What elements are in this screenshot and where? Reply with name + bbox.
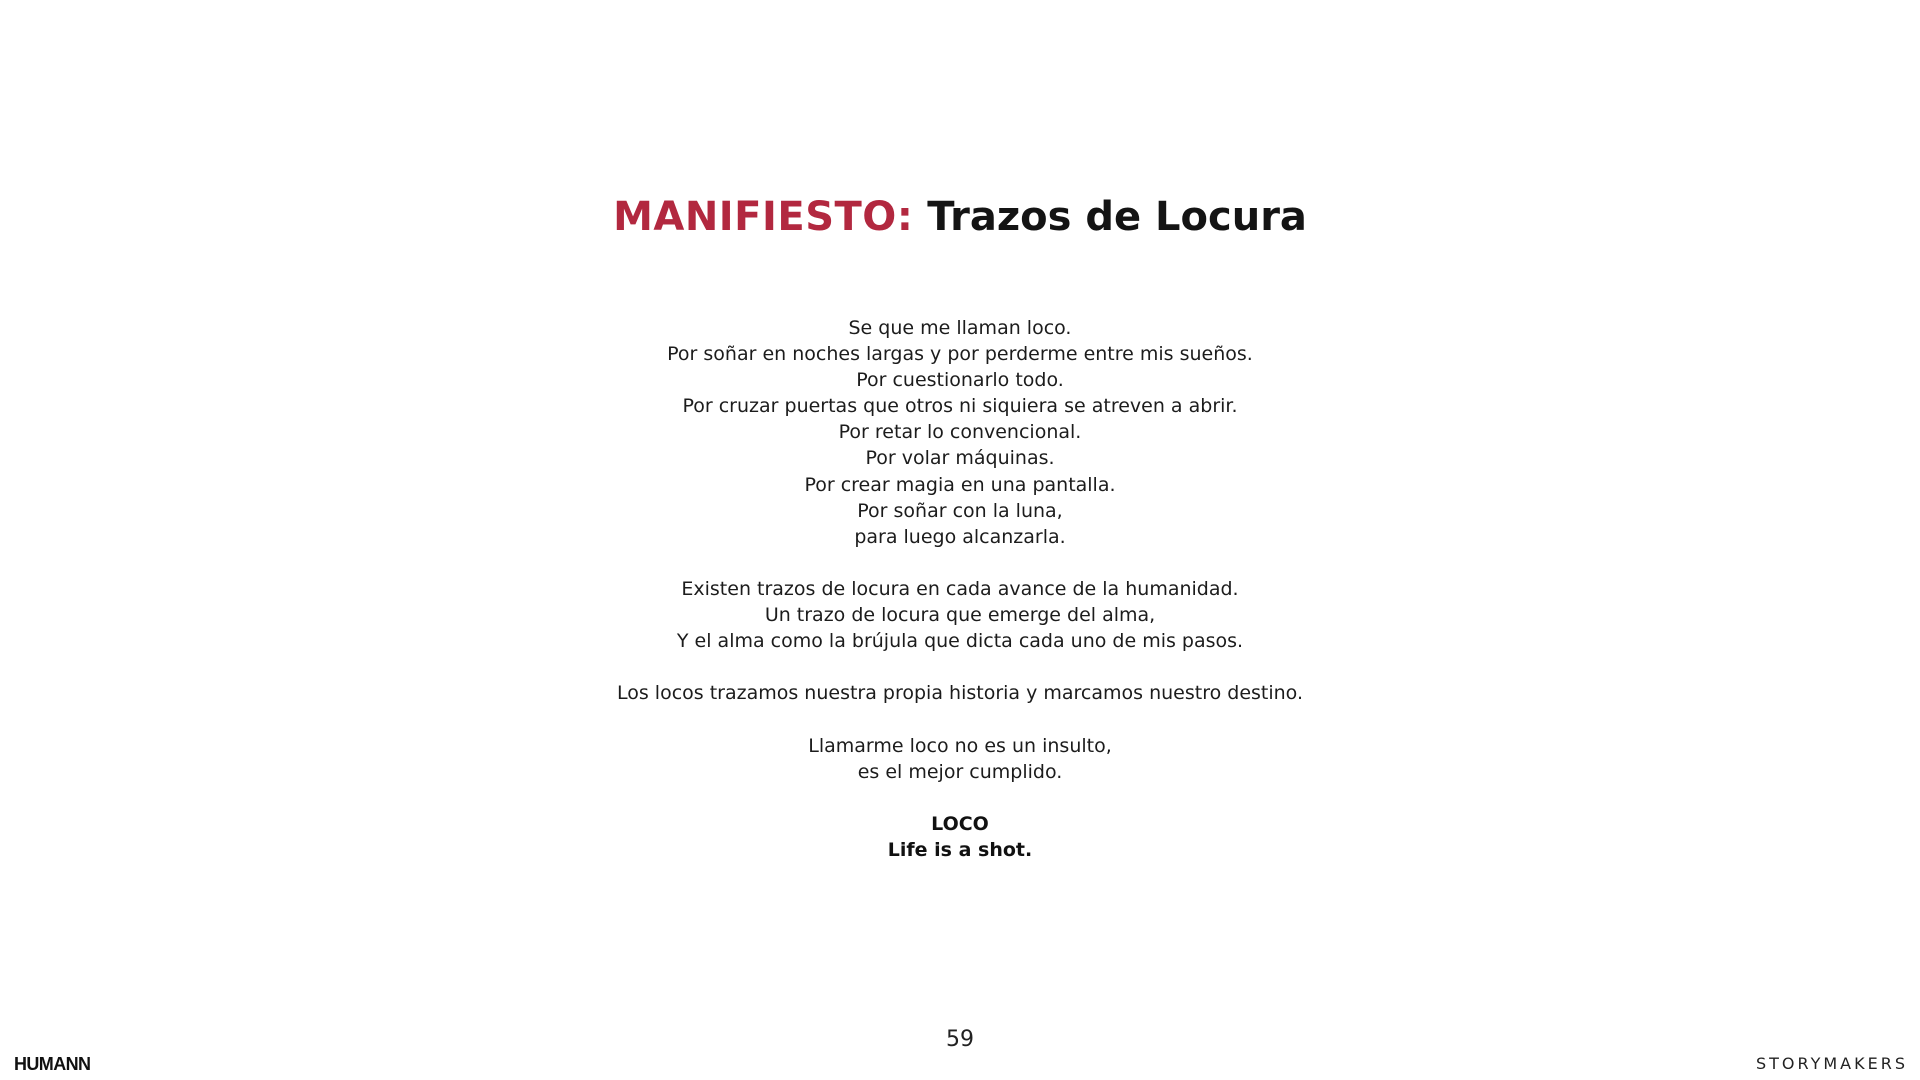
poem-line: para luego alcanzarla. <box>854 525 1066 548</box>
poem-line: Se que me llaman loco. <box>848 317 1072 339</box>
stanza-2 <box>0 576 1920 654</box>
poem-line: Y el alma como la brújula que dicta cada uno de mis pasos. <box>676 630 1244 653</box>
humann-logo: HUMANN <box>14 1054 91 1074</box>
signature-brand: LOCO <box>931 812 989 835</box>
poem-line: Un trazo de locura que emerge del alma, <box>764 604 1156 627</box>
poem-line: Por volar máquinas. <box>865 447 1055 470</box>
poem-line: Los locos trazamos nuestra propia historia y marcamos nuestro destino. <box>616 682 1304 705</box>
poem-line: es el mejor cumplido. <box>857 760 1063 783</box>
poem-line: Por cuestionarlo todo. <box>856 369 1064 392</box>
poem-line: Existen trazos de locura en cada avance de la humanidad. <box>681 577 1239 600</box>
poem-line: Por cruzar puertas que otros ni siquiera se atreven a abrir. <box>682 395 1238 418</box>
page-number: 59 <box>946 1027 974 1052</box>
stanza-4 <box>0 733 1920 785</box>
storymakers-logo: STORYMAKERS <box>1755 1054 1908 1073</box>
manifesto-text <box>0 315 1920 863</box>
poem-line: Por retar lo convencional. <box>838 421 1082 444</box>
stanza-1 <box>0 315 1920 550</box>
stanza-3 <box>0 680 1920 706</box>
title-accent: MANIFIESTO: <box>613 193 914 240</box>
page-title <box>0 191 1920 243</box>
signature-tagline: Life is a shot. <box>887 838 1033 861</box>
poem-line: Por soñar en noches largas y por perderme entre mis sueños. <box>667 343 1253 366</box>
title-main: Trazos de Locura <box>927 193 1307 240</box>
signature <box>0 811 1920 863</box>
poem-line: Por soñar con la luna, <box>857 499 1063 522</box>
poem-line: Por crear magia en una pantalla. <box>804 473 1116 496</box>
poem-line: Llamarme loco no es un insulto, <box>808 734 1112 757</box>
